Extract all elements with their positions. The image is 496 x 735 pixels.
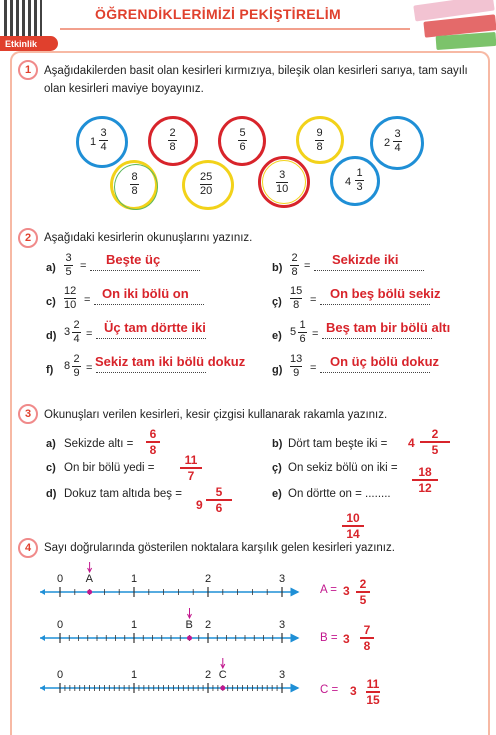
answer-b-label: B = [320,632,338,644]
answer-c-fraction: 11 15 [366,677,380,707]
tick-label: 0 [57,573,64,585]
q3-label-c: c) [46,462,56,474]
q2-label-f: f) [46,364,54,376]
q2-answer-f: Sekiz tam iki bölü dokuz [95,354,246,369]
page-title: ÖĞRENDİKLERİMİZİ PEKİŞTİRELİM [95,6,341,22]
answer-a-label: A = [320,584,337,596]
point-arrow [188,608,192,618]
point-arrow [88,562,92,572]
answer-b-fraction: 7 8 [360,624,374,652]
number-lines [36,556,306,706]
q2-label-d: d) [46,330,57,342]
answer-b-whole: 3 [343,632,350,646]
point-label: B [185,619,193,631]
q3-label-cc: ç) [272,462,282,474]
question-1-number: 1 [18,60,38,80]
q2-answer-g: On üç bölü dokuz [330,354,440,369]
point-label: A [85,573,93,585]
tick-label: 0 [57,619,64,631]
question-4-text: Sayı doğrularında gösterilen noktalara karşılık gelen kesirleri yazınız. [44,542,395,554]
q3-answer-a: 6 8 [146,428,160,456]
q3-label-a: a) [46,438,56,450]
header-underline [60,28,410,30]
point-a [87,590,92,595]
q3-label-e: e) [272,488,282,500]
q2-label-a: a) [46,262,56,274]
q2-answer-c: On iki bölü on [102,286,189,301]
q2-answer-e: Beş tam bir bölü altı [326,320,451,335]
books-illustration [410,0,496,55]
question-1-text: Aşağıdakilerden basit olan kesirleri kırmızıya, bileşik olan kesirleri sarıya, tam sayılı olan kesirleri maviye boyayınız. [44,65,468,95]
q2-label-g: g) [272,364,283,376]
q3-text-d: Dokuz tam altıda beş = [64,488,182,500]
tick-label: 0 [57,669,64,681]
q3-answer-b: 2 5 [420,428,450,456]
tick-label: 1 [131,619,138,631]
point-c [220,686,225,691]
answer-a-whole: 3 [343,584,350,598]
q3-answer-c: 11 7 [180,454,202,482]
answer-c-label: C = [320,684,339,696]
q3-answer-d: 5 6 [206,486,232,514]
tick-label: 3 [279,573,286,585]
q3-text-a: Sekizde altı = [64,438,134,450]
question-4-number: 4 [18,538,38,558]
q2-label-cc: ç) [272,296,282,308]
question-2-number: 2 [18,228,38,248]
q2-answer-b: Sekizde iki [332,252,399,267]
question-3-number: 3 [18,404,38,424]
q3-text-b: Dört tam beşte iki = [288,438,388,450]
question-3-text: Okunuşları verilen kesirleri, kesir çizgisi kullanarak rakamla yazınız. [44,409,388,421]
q3-text-c: On bir bölü yedi = [64,462,155,474]
q2-answer-d: Üç tam dörtte iki [104,320,206,335]
qr-code [4,0,42,38]
q3-text-cc: On sekiz bölü on iki = [288,462,398,474]
q3-answer-e: 10 14 [342,512,364,540]
answer-a-fraction: 2 5 [356,578,370,606]
q3-answer-cc: 18 12 [412,466,438,494]
tick-label: 2 [205,619,212,631]
q2-label-e: e) [272,330,282,342]
point-arrow [221,658,225,668]
q3-label-d: d) [46,488,57,500]
tick-label: 1 [131,669,138,681]
question-2-text: Aşağıdaki kesirlerin okunuşlarını yazınız. [44,232,253,244]
etkinlik-tag: Etkinlik [0,36,58,51]
q2-answer-a: Beşte üç [106,252,161,267]
tick-label: 2 [205,669,212,681]
q3-label-b: b) [272,438,283,450]
q3-text-e: On dörtte on = ........ [288,488,391,500]
point-label: C [218,669,227,681]
q2-label-c: c) [46,296,56,308]
q2-label-b: b) [272,262,283,274]
point-b [187,636,192,641]
tick-label: 3 [279,619,286,631]
tick-label: 3 [279,669,286,681]
q2-answer-cc: On beş bölü sekiz [330,286,441,301]
tick-label: 2 [205,573,212,585]
tick-label: 1 [131,573,138,585]
answer-c-whole: 3 [350,684,357,698]
